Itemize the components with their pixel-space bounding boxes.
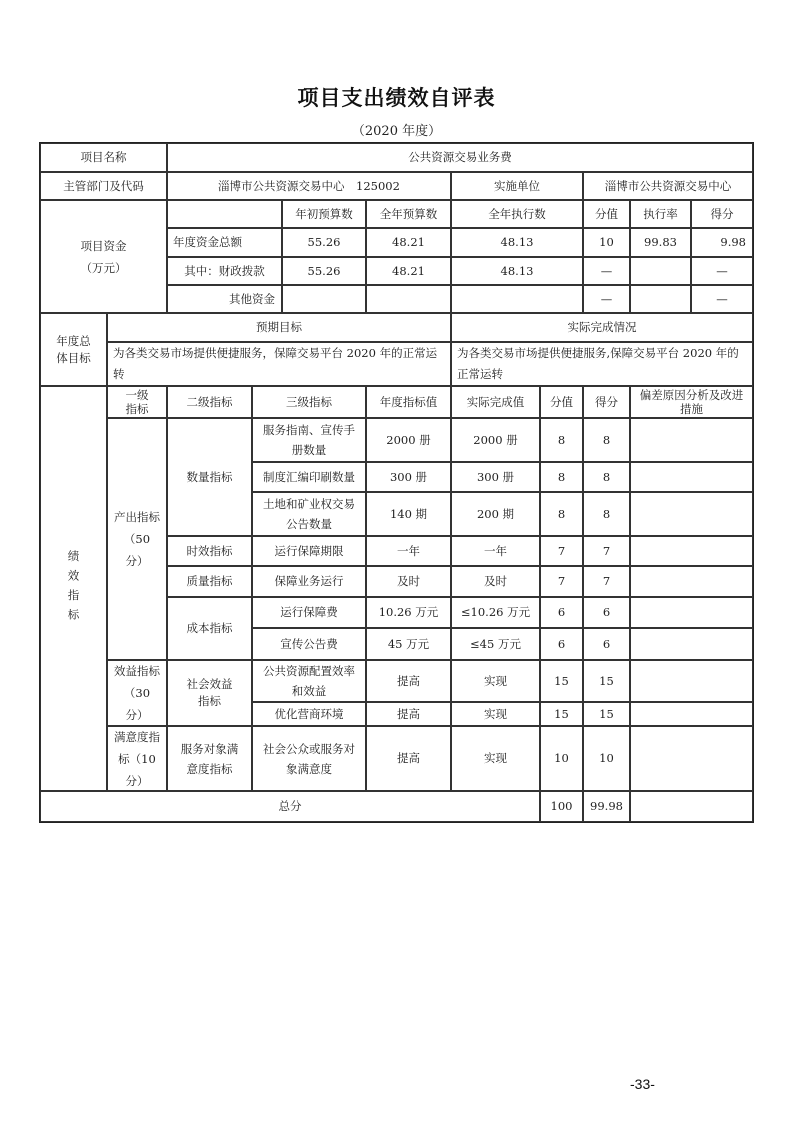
ind-header-weight: 分值	[540, 386, 583, 418]
level1-output: 产出指标（50 分）	[107, 418, 167, 660]
funds-row-score: —	[691, 257, 753, 285]
funds-label-text: 项目资金	[80, 238, 127, 253]
ind-row-target: 提高	[366, 660, 451, 702]
ind-header-level3: 三级指标	[252, 386, 366, 418]
project-name-label: 项目名称	[40, 143, 167, 172]
ind-row-actual: 一年	[451, 536, 540, 566]
ind-row-score: 15	[583, 660, 630, 702]
ind-row-note	[630, 660, 753, 702]
funds-header-score: 得分	[691, 200, 753, 228]
level2-timeliness: 时效指标	[167, 536, 252, 566]
ind-row-weight: 8	[540, 462, 583, 492]
ind-row-actual: 实现	[451, 726, 540, 791]
ind-row-weight: 6	[540, 628, 583, 660]
ind-row-score: 8	[583, 462, 630, 492]
funds-row-score: —	[691, 285, 753, 313]
ind-row-weight: 7	[540, 536, 583, 566]
funds-header-blank	[167, 200, 282, 228]
ind-row-target: 10.26 万元	[366, 597, 451, 628]
funds-row-annual: 48.21	[366, 228, 451, 257]
goals-label: 年度总体目标	[40, 313, 107, 386]
ind-header-score: 得分	[583, 386, 630, 418]
indicators-label-text: 绩效指标	[66, 549, 81, 628]
funds-row-score: 9.98	[691, 228, 753, 257]
ind-row-note	[630, 726, 753, 791]
ind-header-note: 偏差原因分析及改进措施	[630, 386, 753, 418]
ind-row-weight: 8	[540, 492, 583, 536]
ind-row-target: 提高	[366, 702, 451, 726]
ind-row-level3: 优化营商环境	[252, 702, 366, 726]
ind-row-weight: 7	[540, 566, 583, 597]
total-score: 99.98	[583, 791, 630, 822]
impl-value: 淄博市公共资源交易中心	[583, 172, 753, 200]
funds-header-annual: 全年预算数	[366, 200, 451, 228]
ind-row-weight: 6	[540, 597, 583, 628]
level1-satisfaction: 满意度指标（10 分）	[107, 726, 167, 791]
ind-row-level3: 土地和矿业权交易公告数量	[252, 492, 366, 536]
ind-row-score: 6	[583, 628, 630, 660]
funds-row-initial	[282, 285, 366, 313]
ind-row-actual: 200 期	[451, 492, 540, 536]
funds-row-rate	[630, 257, 691, 285]
ind-row-note	[630, 597, 753, 628]
ind-row-score: 7	[583, 566, 630, 597]
funds-row-initial: 55.26	[282, 228, 366, 257]
ind-row-level3: 服务指南、宣传手册数量	[252, 418, 366, 462]
dept-value: 淄博市公共资源交易中心 125002	[167, 172, 451, 200]
indicators-label	[40, 386, 107, 791]
ind-row-level3: 运行保障费	[252, 597, 366, 628]
level2-quantity: 数量指标	[167, 418, 252, 536]
ind-row-actual: 实现	[451, 660, 540, 702]
goals-expected-header: 预期目标	[107, 313, 451, 342]
ind-row-target: 45 万元	[366, 628, 451, 660]
level2-cost: 成本指标	[167, 597, 252, 660]
ind-row-note	[630, 566, 753, 597]
page-number: -33-	[630, 1076, 655, 1092]
ind-header-level2: 二级指标	[167, 386, 252, 418]
funds-row-weight: —	[583, 285, 630, 313]
dept-label: 主管部门及代码	[40, 172, 167, 200]
ind-row-weight: 8	[540, 418, 583, 462]
total-note	[630, 791, 753, 822]
funds-row-name: 年度资金总额	[167, 228, 282, 257]
funds-row-name: 其他资金	[167, 285, 282, 313]
ind-row-score: 7	[583, 536, 630, 566]
ind-row-level3: 社会公众或服务对象满意度	[252, 726, 366, 791]
ind-row-score: 6	[583, 597, 630, 628]
ind-row-actual: 及时	[451, 566, 540, 597]
ind-row-note	[630, 702, 753, 726]
funds-row-weight: 10	[583, 228, 630, 257]
funds-header-initial: 年初预算数	[282, 200, 366, 228]
total-label: 总分	[40, 791, 540, 822]
ind-row-score: 8	[583, 418, 630, 462]
funds-row-initial: 55.26	[282, 257, 366, 285]
ind-row-target: 140 期	[366, 492, 451, 536]
funds-header-weight: 分值	[583, 200, 630, 228]
ind-row-actual: 实现	[451, 702, 540, 726]
goals-actual-header: 实际完成情况	[451, 313, 753, 342]
ind-row-level3: 宣传公告费	[252, 628, 366, 660]
ind-row-score: 15	[583, 702, 630, 726]
project-name-value: 公共资源交易业务费	[167, 143, 753, 172]
ind-row-actual: ≤45 万元	[451, 628, 540, 660]
ind-row-weight: 15	[540, 660, 583, 702]
ind-row-note	[630, 462, 753, 492]
funds-row-executed: 48.13	[451, 228, 583, 257]
goals-actual-text: 为各类交易市场提供便捷服务,保障交易平台 2020 年的正常运转	[451, 342, 753, 386]
ind-row-weight: 15	[540, 702, 583, 726]
ind-row-target: 及时	[366, 566, 451, 597]
ind-row-note	[630, 418, 753, 462]
funds-row-rate: 99.83	[630, 228, 691, 257]
level1-benefit: 效益指标（30 分）	[107, 660, 167, 726]
funds-row-annual	[366, 285, 451, 313]
ind-row-target: 300 册	[366, 462, 451, 492]
level2-social-benefit: 社会效益指标	[167, 660, 252, 726]
level2-quality: 质量指标	[167, 566, 252, 597]
ind-row-weight: 10	[540, 726, 583, 791]
funds-row-rate	[630, 285, 691, 313]
ind-row-actual: 300 册	[451, 462, 540, 492]
funds-row-weight: —	[583, 257, 630, 285]
ind-row-note	[630, 628, 753, 660]
ind-row-note	[630, 536, 753, 566]
ind-row-level3: 保障业务运行	[252, 566, 366, 597]
page-title: 项目支出绩效自评表	[297, 86, 496, 110]
ind-row-actual: 2000 册	[451, 418, 540, 462]
year-subtitle: （2020 年度）	[351, 124, 442, 139]
funds-label	[40, 200, 167, 313]
total-weight: 100	[540, 791, 583, 822]
ind-row-level3: 公共资源配置效率和效益	[252, 660, 366, 702]
ind-row-target: 2000 册	[366, 418, 451, 462]
ind-row-level3: 制度汇编印刷数量	[252, 462, 366, 492]
funds-row-executed: 48.13	[451, 257, 583, 285]
impl-label: 实施单位	[451, 172, 583, 200]
funds-row-executed	[451, 285, 583, 313]
funds-header-rate: 执行率	[630, 200, 691, 228]
ind-header-actual: 实际完成值	[451, 386, 540, 418]
ind-header-target: 年度指标值	[366, 386, 451, 418]
ind-row-score: 8	[583, 492, 630, 536]
ind-row-note	[630, 492, 753, 536]
level2-service-satisfaction: 服务对象满意度指标	[167, 726, 252, 791]
funds-header-executed: 全年执行数	[451, 200, 583, 228]
ind-header-level1: 一级指标	[107, 386, 167, 418]
ind-row-level3: 运行保障期限	[252, 536, 366, 566]
funds-unit: （万元）	[80, 260, 127, 275]
ind-row-actual: ≤10.26 万元	[451, 597, 540, 628]
ind-row-score: 10	[583, 726, 630, 791]
ind-row-target: 提高	[366, 726, 451, 791]
funds-row-annual: 48.21	[366, 257, 451, 285]
funds-row-name: 其中：财政拨款	[167, 257, 282, 285]
goals-expected-text: 为各类交易市场提供便捷服务，保障交易平台 2020 年的正常运转	[107, 342, 451, 386]
ind-row-target: 一年	[366, 536, 451, 566]
